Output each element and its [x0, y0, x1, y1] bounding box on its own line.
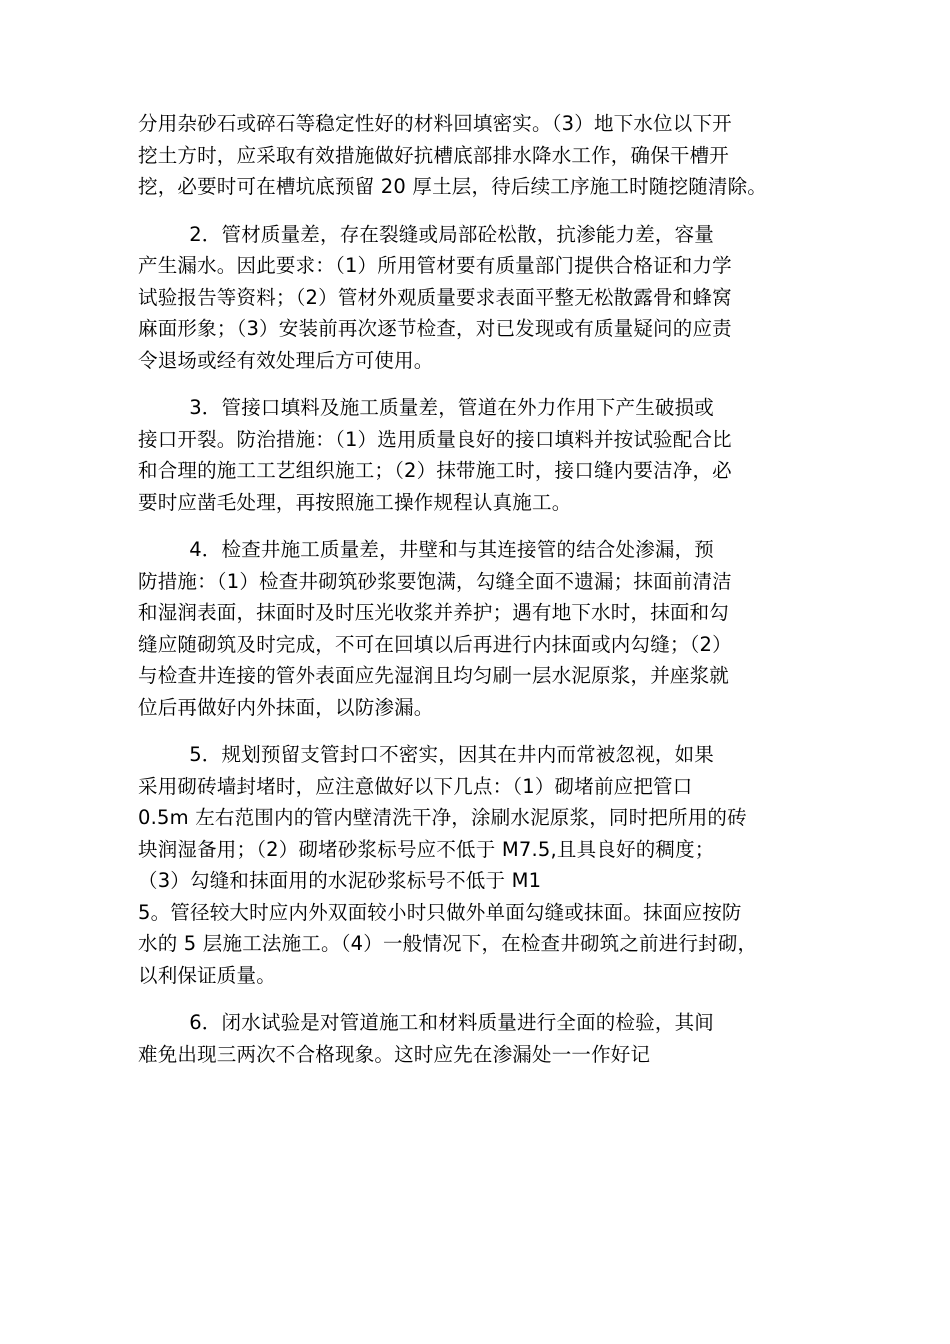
- text-line: 0.5m 左右范围内的管内壁清洗干净，涂刷水泥原浆，同时把所用的砖: [138, 806, 747, 829]
- text-line: 要时应凿毛处理，再按照施工操作规程认真施工。: [138, 490, 572, 514]
- paragraph-item-3: [138, 392, 838, 518]
- text-line: 6．闭水试验是对管道施工和材料质量进行全面的检验，其间: [138, 1011, 714, 1034]
- text-line: 和合理的施工工艺组织施工；（2）抹带施工时，接口缝内要洁净，必: [138, 459, 732, 482]
- text-line: 挖土方时，应采取有效措施做好抗槽底部排水降水工作，确保干槽开: [138, 143, 730, 167]
- text-line: 麻面形象；（3）安装前再次逐节检查，对已发现或有质量疑问的应责: [138, 317, 732, 340]
- text-line: 5．规划预留支管封口不密实，因其在井内而常被忽视，如果: [138, 743, 714, 766]
- paragraph-backfill: [138, 108, 838, 203]
- text-line: 产生漏水。因此要求：（1）所用管材要有质量部门提供合格证和力学: [138, 254, 732, 277]
- text-line: （3）勾缝和抹面用的水泥砂浆标号不低于 M1: [138, 869, 542, 892]
- text-line: 令退场或经有效处理后方可使用。: [138, 348, 434, 372]
- text-line: 2．管材质量差，存在裂缝或局部砼松散，抗渗能力差，容量: [138, 222, 714, 246]
- text-line: 与检查井连接的管外表面应先湿润且均匀刷一层水泥原浆，并座浆就: [138, 664, 730, 687]
- text-line: 试验报告等资料；（2）管材外观质量要求表面平整无松散露骨和蜂窝: [138, 285, 732, 309]
- paragraph-item-4: [138, 534, 838, 723]
- text-line: 位后再做好内外抹面，以防渗漏。: [138, 695, 434, 719]
- paragraph-item-6: [138, 1007, 838, 1070]
- text-line: 分用杂砂石或碎石等稳定性好的材料回填密实。（3）地下水位以下开: [138, 112, 732, 135]
- text-line: 4．检查井施工质量差，井壁和与其连接管的结合处渗漏，预: [138, 538, 714, 561]
- text-line: 3．管接口填料及施工质量差，管道在外力作用下产生破损或: [138, 396, 714, 419]
- text-line: 以利保证质量。: [138, 963, 276, 987]
- document-body: [138, 108, 838, 1086]
- paragraph-item-2: [138, 219, 838, 377]
- text-line: 水的 5 层施工法施工。（4）一般情况下，在检查井砌筑之前进行封砌，: [138, 932, 758, 955]
- text-line: 和湿润表面，抹面时及时压光收浆并养护；遇有地下水时，抹面和勾: [138, 601, 730, 624]
- text-line: 难免出现三两次不合格现象。这时应先在渗漏处一一作好记: [138, 1042, 651, 1066]
- text-line: 防措施：（1）检查井砌筑砂浆要饱满，勾缝全面不遗漏；抹面前清洁: [138, 569, 732, 593]
- paragraph-item-5: [138, 739, 838, 991]
- text-line: 缝应随砌筑及时完成，不可在回填以后再进行内抹面或内勾缝；（2）: [138, 632, 732, 656]
- text-line: 挖，必要时可在槽坑底预留 20 厚土层，待后续工序施工时随挖随清除。: [138, 175, 768, 198]
- text-line: 接口开裂。防治措施：（1）选用质量良好的接口填料并按试验配合比: [138, 427, 732, 451]
- text-line: 5。管径较大时应内外双面较小时只做外单面勾缝或抹面。抹面应按防: [138, 900, 742, 924]
- text-line: 块润湿备用；（2）砌堵砂浆标号应不低于 M7.5,且具良好的稠度；: [138, 837, 715, 861]
- text-line: 采用砌砖墙封堵时，应注意做好以下几点：（1）砌堵前应把管口: [138, 774, 693, 798]
